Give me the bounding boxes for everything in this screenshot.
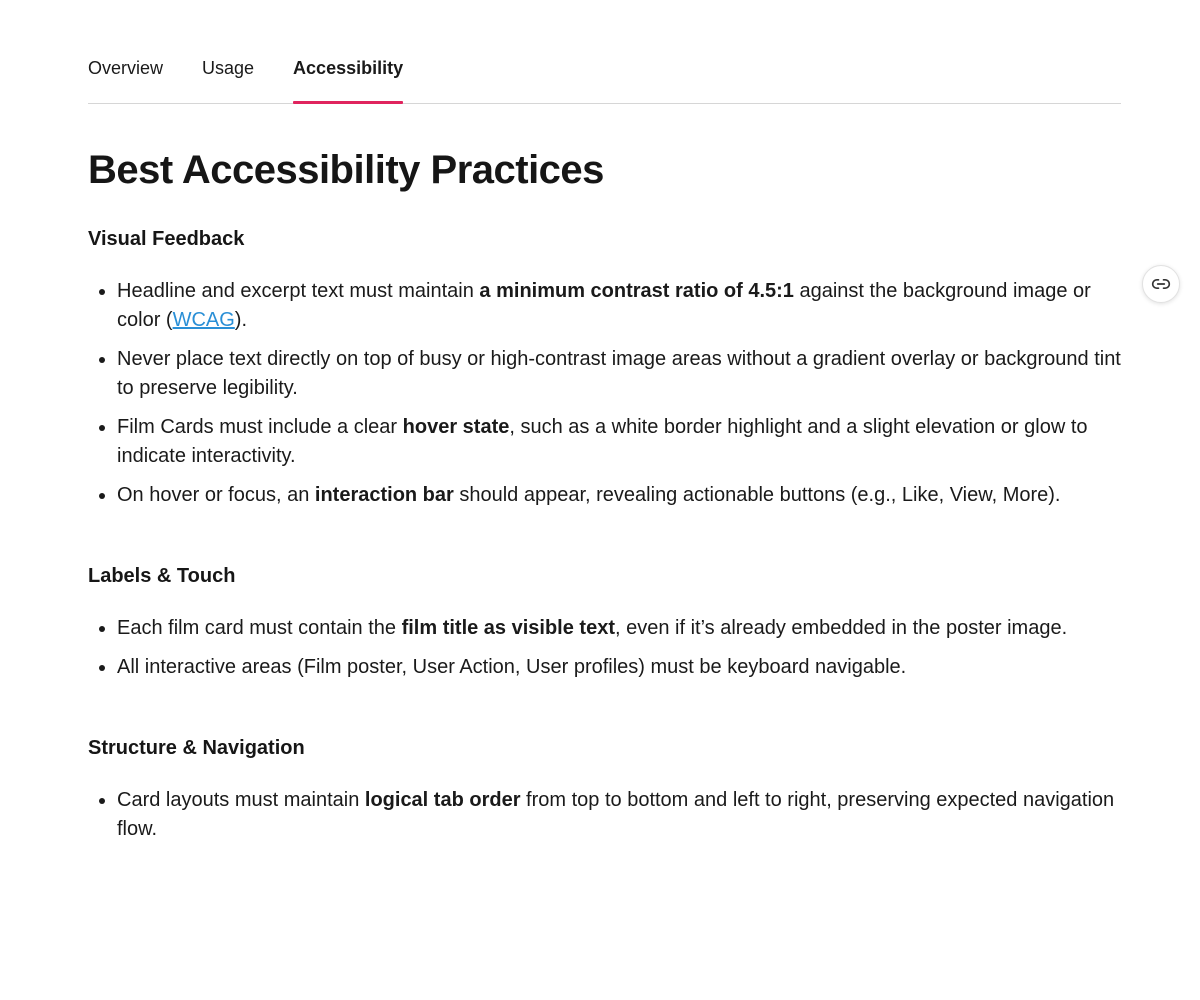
page-content [88, 0, 1121, 854]
section-heading: Visual Feedback [88, 228, 245, 250]
page-title: Best Accessibility Practices [88, 148, 604, 192]
list-item: • Film Cards must include a clear hover state, such as a white border highlight and a slight elevation or glow to indicate interactivity. [117, 413, 1121, 471]
tab-usage[interactable]: Usage [202, 58, 255, 78]
emphasis: a minimum contrast ratio of 4.5:1 [479, 280, 794, 302]
bullet-list [88, 277, 1121, 510]
list-item: • Card layouts must maintain logical tab order from top to bottom and left to right, preserving expected navigation flow. [117, 786, 1121, 844]
section-structure-navigation [88, 734, 1121, 844]
copy-link-button[interactable] [1142, 265, 1180, 303]
list-item: • Each film card must contain the film title as visible text, even if it’s already embedded in the poster image. [117, 614, 1121, 643]
bullet-list [88, 614, 1121, 682]
emphasis: interaction bar [314, 484, 454, 506]
emphasis: logical tab order [364, 789, 521, 811]
wcag-link[interactable]: WCAG [172, 309, 235, 331]
list-item: • All interactive areas (Film poster, User Action, User profiles) must be keyboard navigable. [117, 653, 1121, 682]
tab-accessibility[interactable]: Accessibility [293, 58, 403, 103]
list-item: • On hover or focus, an interaction bar should appear, revealing actionable buttons (e.g., Like, View, More). [117, 481, 1121, 510]
emphasis: hover state [402, 416, 510, 438]
list-item: • Never place text directly on top of busy or high-contrast image areas without a gradient overlay or background tint to preserve legibility. [117, 345, 1121, 403]
tab-bar [88, 0, 1121, 104]
tab-overview[interactable]: Overview [88, 58, 164, 78]
section-labels-touch [88, 562, 1121, 682]
emphasis: film title as visible text [401, 617, 615, 639]
section-visual-feedback [88, 225, 1121, 510]
link-icon [1151, 274, 1171, 294]
section-heading: Structure & Navigation [88, 737, 305, 759]
bullet-list [88, 786, 1121, 844]
list-item: • Headline and excerpt text must maintain a minimum contrast ratio of 4.5:1 against the background image or color (WCAG). [117, 277, 1121, 335]
section-heading: Labels & Touch [88, 565, 236, 587]
